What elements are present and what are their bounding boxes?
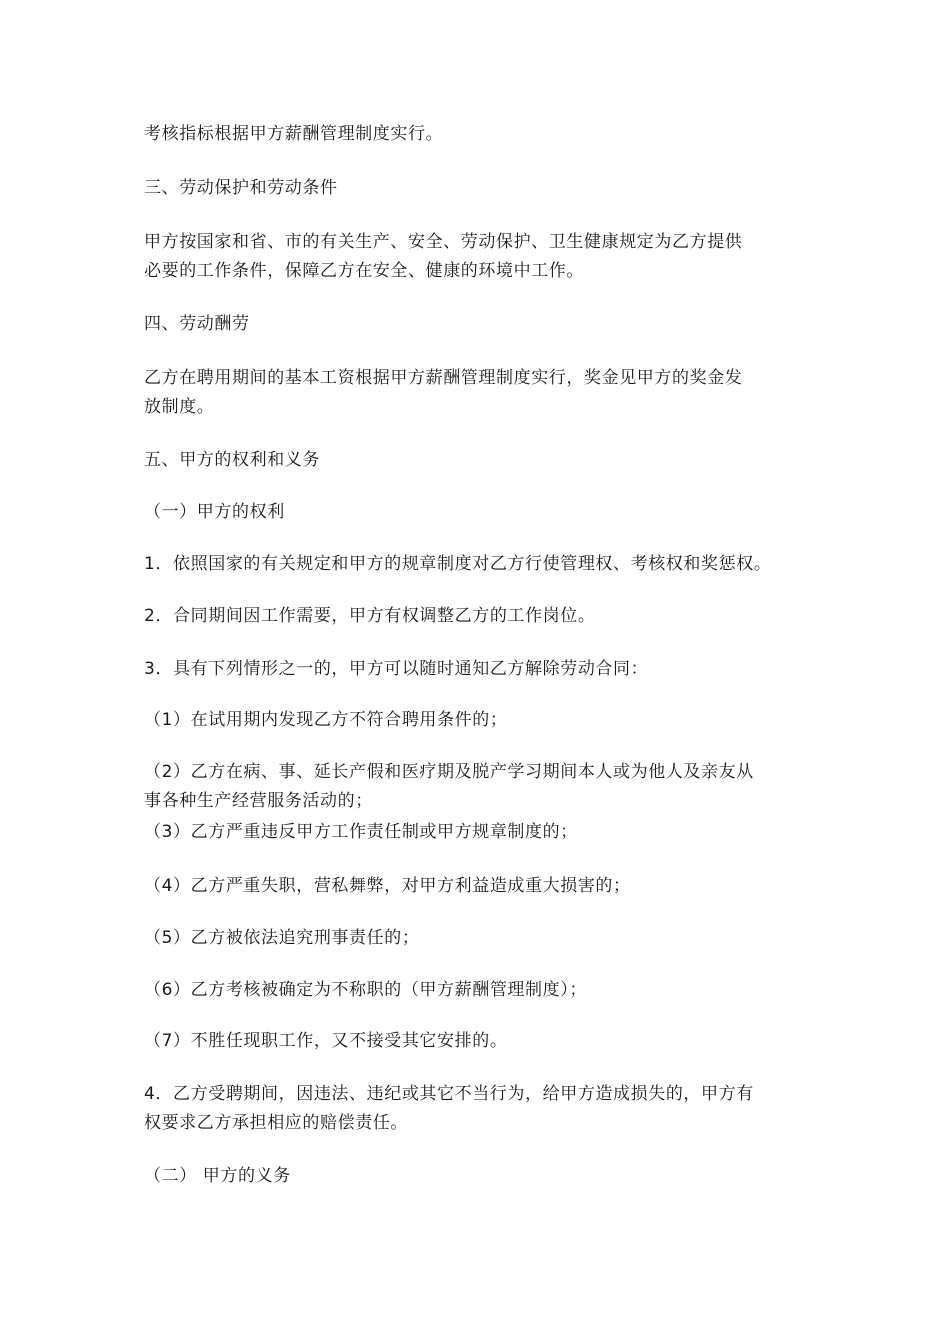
text-line: 考核指标根据甲方薪酬管理制度实行。 bbox=[144, 124, 444, 144]
text-line: 权要求乙方承担相应的赔偿责任。 bbox=[144, 1113, 408, 1133]
text-line: （4）乙方严重失职，营私舞弊，对甲方利益造成重大损害的； bbox=[144, 876, 631, 896]
list-item bbox=[144, 706, 824, 735]
section-heading bbox=[144, 446, 824, 475]
text-line: （3）乙方严重违反甲方工作责任制或甲方规章制度的； bbox=[144, 822, 578, 842]
list-item bbox=[144, 1027, 824, 1056]
list-item bbox=[144, 550, 824, 579]
paragraph bbox=[144, 228, 824, 286]
section-heading bbox=[144, 310, 824, 339]
text-line: 甲方按国家和省、市的有关生产、安全、劳动保护、卫生健康规定为乙方提供 bbox=[144, 232, 743, 252]
text-line: 乙方在聘用期间的基本工资根据甲方薪酬管理制度实行，奖金见甲方的奖金发 bbox=[144, 368, 743, 388]
text-line: 必要的工作条件，保障乙方在安全、健康的环境中工作。 bbox=[144, 261, 584, 281]
text-line: （一）甲方的权利 bbox=[144, 502, 285, 522]
text-line: 事各种生产经营服务活动的； bbox=[144, 791, 373, 811]
text-line: 4．乙方受聘期间，因违法、违纪或其它不当行为，给甲方造成损失的，甲方有 bbox=[144, 1084, 754, 1104]
text-line: （2）乙方在病、事、延长产假和医疗期及脱产学习期间本人或为他人及亲友从 bbox=[144, 762, 754, 782]
text-line: （1）在试用期内发现乙方不符合聘用条件的； bbox=[144, 710, 508, 730]
section-heading bbox=[144, 174, 824, 203]
text-line: 五、甲方的权利和义务 bbox=[144, 450, 320, 470]
text-line: 三、劳动保护和劳动条件 bbox=[144, 178, 338, 198]
list-item bbox=[144, 818, 824, 847]
paragraph bbox=[144, 120, 824, 149]
paragraph bbox=[144, 364, 824, 422]
text-line: 1．依照国家的有关规定和甲方的规章制度对乙方行使管理权、考核权和奖惩权。 bbox=[144, 554, 772, 574]
list-item bbox=[144, 976, 824, 1005]
text-line: 2．合同期间因工作需要，甲方有权调整乙方的工作岗位。 bbox=[144, 606, 596, 626]
list-item bbox=[144, 872, 824, 901]
list-item bbox=[144, 655, 824, 684]
text-line: （5）乙方被依法追究刑事责任的； bbox=[144, 928, 420, 948]
text-line: 放制度。 bbox=[144, 397, 215, 417]
subsection-heading bbox=[144, 1162, 824, 1191]
text-line: 3．具有下列情形之一的，甲方可以随时通知乙方解除劳动合同： bbox=[144, 659, 649, 679]
text-line: （7）不胜任现职工作，又不接受其它安排的。 bbox=[144, 1031, 508, 1051]
list-item bbox=[144, 602, 824, 631]
text-line: （二） 甲方的义务 bbox=[144, 1166, 291, 1186]
list-item bbox=[144, 924, 824, 953]
list-item bbox=[144, 758, 824, 816]
text-line: （6）乙方考核被确定为不称职的（甲方薪酬管理制度）； bbox=[144, 980, 587, 1000]
text-line: 四、劳动酬劳 bbox=[144, 314, 250, 334]
subsection-heading bbox=[144, 498, 824, 527]
list-item bbox=[144, 1080, 824, 1138]
